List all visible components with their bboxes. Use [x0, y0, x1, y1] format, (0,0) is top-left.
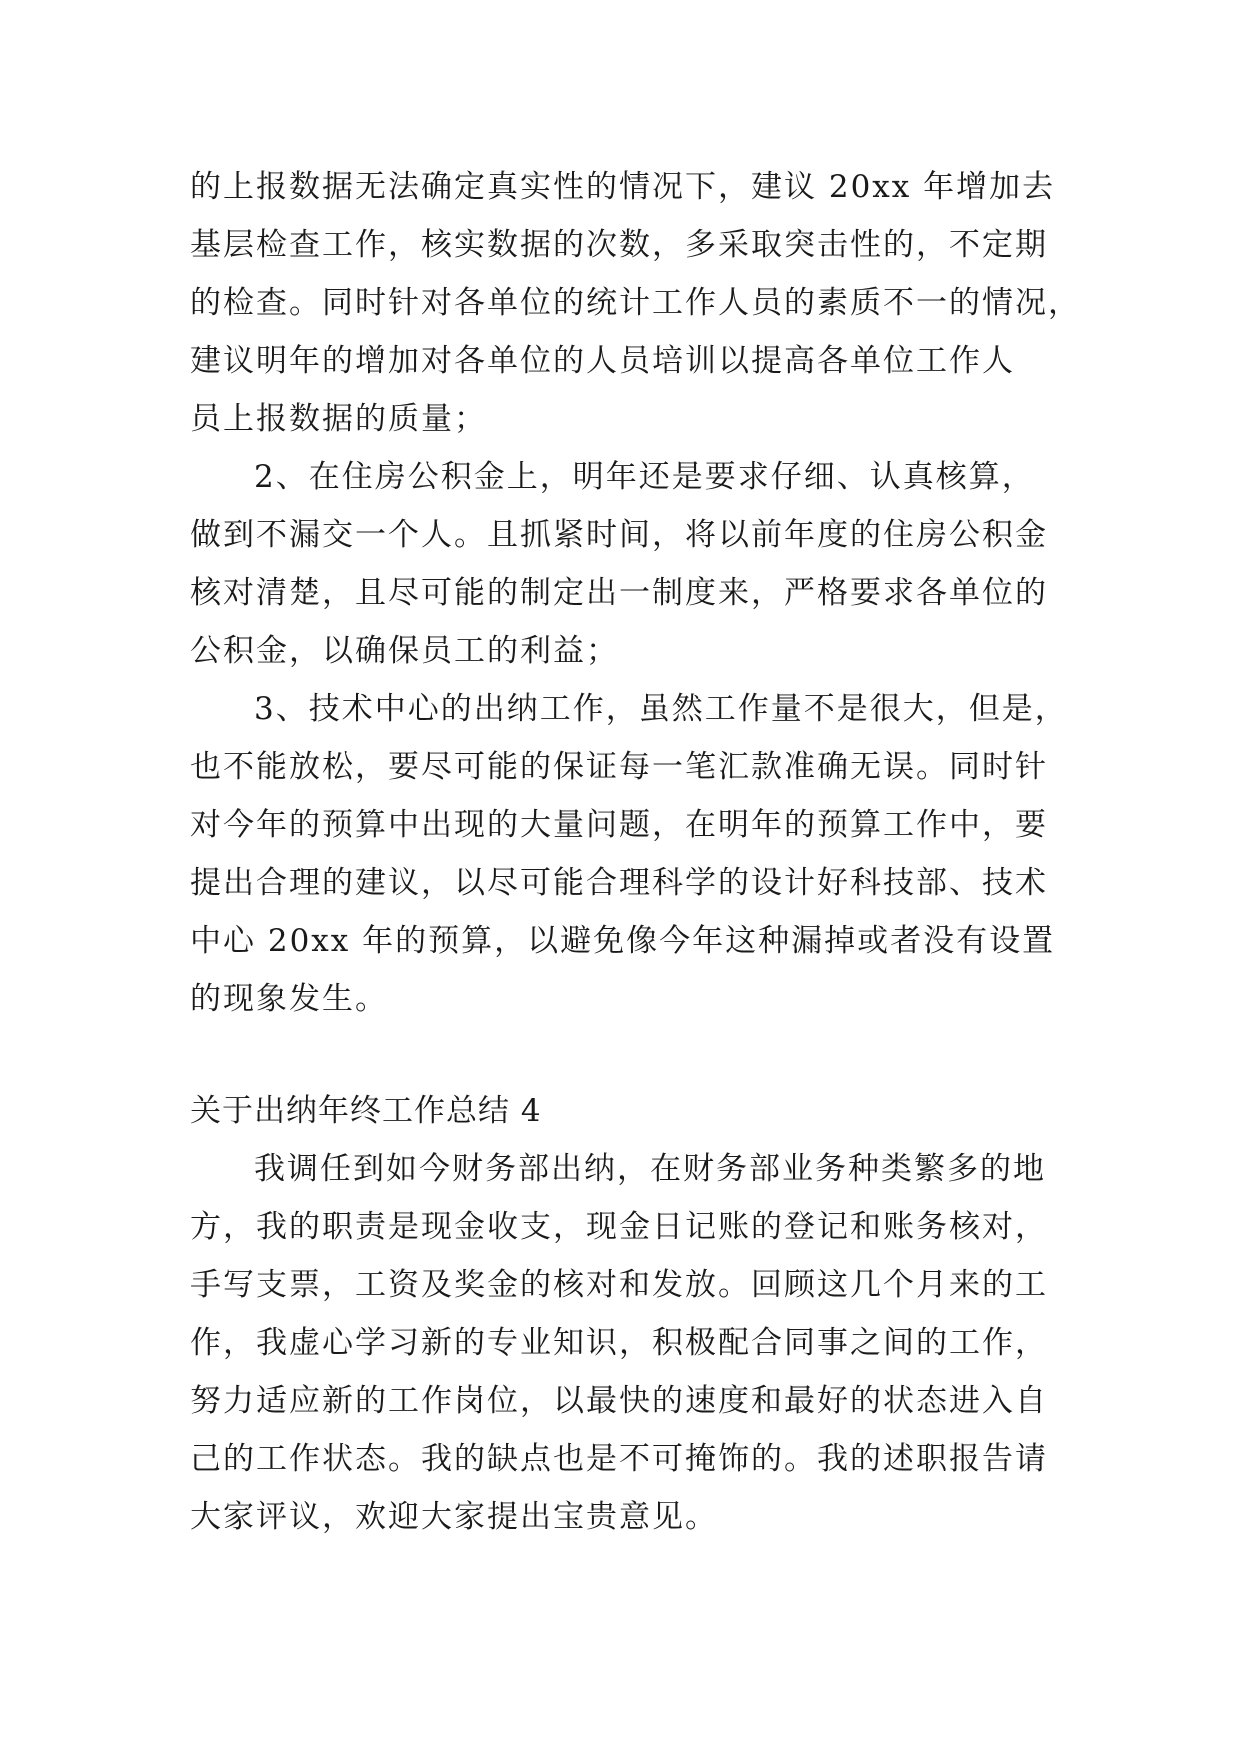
text-line: 的上报数据无法确定真实性的情况下，建议 20xx 年增加去 [190, 169, 1056, 205]
text-line: 己的工作状态。我的缺点也是不可掩饰的。我的述职报告请 [190, 1441, 1048, 1477]
text-line: 中心 20xx 年的预算，以避免像今年这种漏掉或者没有设置 [190, 923, 1056, 959]
text-line: 努力适应新的工作岗位，以最快的速度和最好的状态进入自 [190, 1383, 1048, 1419]
text-line: 核对清楚，且尽可能的制定出一制度来，严格要求各单位的 [190, 575, 1048, 611]
text-line: 对今年的预算中出现的大量问题，在明年的预算工作中，要 [190, 807, 1048, 843]
text-line: 也不能放松，要尽可能的保证每一笔汇款准确无误。同时针 [190, 749, 1048, 785]
body-text-block [190, 1140, 1090, 1546]
text-line: 员上报数据的质量； [190, 401, 487, 437]
text-line: 做到不漏交一个人。且抓紧时间，将以前年度的住房公积金 [190, 517, 1048, 553]
paragraph-start-line: 3、技术中心的出纳工作，虽然工作量不是很大，但是， [254, 691, 1068, 727]
text-line: 基层检查工作，核实数据的次数，多采取突击性的，不定期 [190, 227, 1048, 263]
text-line: 建议明年的增加对各单位的人员培训以提高各单位工作人 [190, 343, 1015, 379]
text-line: 作，我虚心学习新的专业知识，积极配合同事之间的工作， [190, 1325, 1048, 1361]
text-line: 公积金，以确保员工的利益； [190, 633, 619, 669]
section-heading: 关于出纳年终工作总结 4 [190, 1093, 542, 1129]
text-line: 大家评议，欢迎大家提出宝贵意见。 [190, 1499, 718, 1535]
paragraph-start-line: 我调任到如今财务部出纳，在财务部业务种类繁多的地 [254, 1151, 1046, 1187]
paragraph-start-line: 2、在住房公积金上，明年还是要求仔细、认真核算， [254, 459, 1035, 495]
text-line: 提出合理的建议，以尽可能合理科学的设计好科技部、技术 [190, 865, 1048, 901]
text-line: 的检查。同时针对各单位的统计工作人员的素质不一的情况， [190, 285, 1081, 321]
text-line: 方，我的职责是现金收支，现金日记账的登记和账务核对， [190, 1209, 1048, 1245]
text-line: 的现象发生。 [190, 981, 388, 1017]
text-line: 手写支票，工资及奖金的核对和发放。回顾这几个月来的工 [190, 1267, 1048, 1303]
body-text-block [190, 158, 1090, 1028]
